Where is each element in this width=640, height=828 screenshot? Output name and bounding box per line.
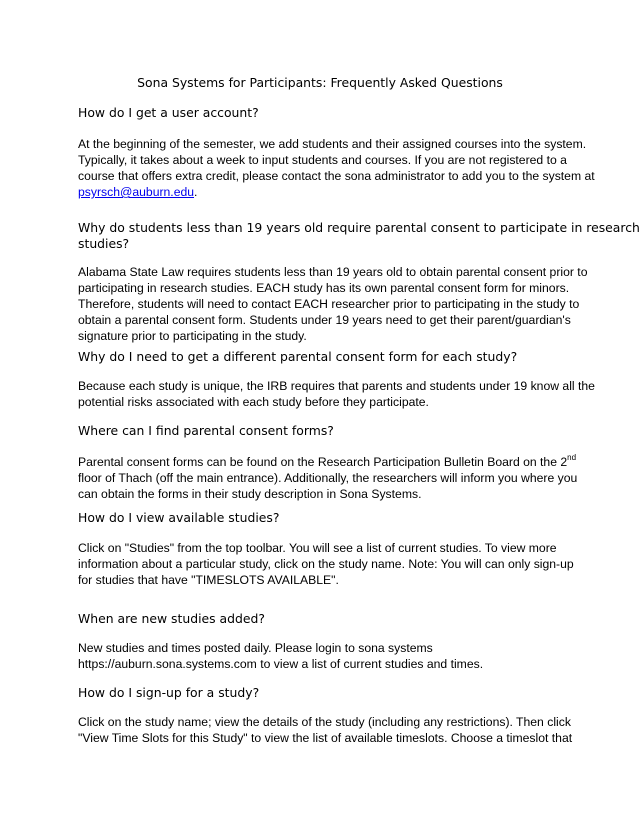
answer-line: participating in research studies. EACH study has its own parental consent form for minors. xyxy=(78,281,570,295)
answer-line: floor of Thach (off the main entrance). Additionally, the researchers will inform you where you xyxy=(78,471,578,485)
answer-line: for studies that have "TIMESLOTS AVAILABLE". xyxy=(78,573,339,587)
answer-line: information about a particular study, click on the study name. Note: You will can only sign-up xyxy=(78,557,574,571)
answer-line: can obtain the forms in their study description in Sona Systems. xyxy=(78,487,422,501)
answer-line: https://auburn.sona.systems.com to view a list of current studies and times. xyxy=(78,657,484,671)
answer-line: signature prior to participating in the study. xyxy=(78,329,307,343)
answer-line: obtain a parental consent form. Students under 19 years need to get their parent/guardian's xyxy=(78,313,571,327)
answer-parental-consent xyxy=(78,264,588,344)
answer-find-forms xyxy=(78,453,578,502)
answer-line: potential risks associated with each study before they participate. xyxy=(78,395,429,409)
answer-different-form xyxy=(78,378,595,410)
answer-line: Click on "Studies" from the top toolbar. You will see a list of current studies. To view more xyxy=(78,541,557,555)
answer-line: Typically, it takes about a week to input students and courses. If you are not registered to a xyxy=(78,153,567,167)
answer-line-text: Parental consent forms can be found on the Research Participation Bulletin Board on the 2 xyxy=(78,455,568,469)
answer-sign-up xyxy=(78,714,573,746)
answer-line: Alabama State Law requires students less than 19 years old to obtain parental consent prior to xyxy=(78,265,588,279)
answer-line: Because each study is unique, the IRB requires that parents and students under 19 know all the xyxy=(78,379,595,393)
email-period: . xyxy=(194,185,198,199)
document-title: Sona Systems for Participants: Frequently Asked Questions xyxy=(137,75,503,90)
ordinal-suffix: nd xyxy=(567,453,577,462)
admin-email-link[interactable]: psyrsch@auburn.edu xyxy=(78,185,195,199)
answer-user-account xyxy=(78,136,595,200)
answer-line: Click on the study name; view the details of the study (including any restrictions). Then click xyxy=(78,715,571,729)
answer-new-studies xyxy=(78,640,568,672)
question-line: studies? xyxy=(78,236,130,251)
question-sign-up: How do I sign-up for a study? xyxy=(78,685,260,700)
question-different-form: Why do I need to get a different parental consent form for each study? xyxy=(78,349,518,364)
question-view-studies: How do I view available studies? xyxy=(78,510,280,525)
answer-line: course that offers extra credit, please contact the sona administrator to add you to the system at xyxy=(78,169,595,183)
answer-view-studies xyxy=(78,540,574,588)
question-parental-consent xyxy=(78,220,640,252)
answer-line: New studies and times posted daily. Please login to sona systems xyxy=(78,641,433,655)
question-user-account: How do I get a user account? xyxy=(78,105,259,120)
answer-line xyxy=(78,453,577,470)
question-line: Why do students less than 19 years old require parental consent to participate in research xyxy=(78,220,640,235)
question-find-forms: Where can I find parental consent forms? xyxy=(78,423,334,438)
answer-line xyxy=(78,184,568,200)
answer-line: Therefore, students will need to contact EACH researcher prior to participating in the study to xyxy=(78,297,580,311)
answer-line: At the beginning of the semester, we add students and their assigned courses into the system. xyxy=(78,137,587,151)
answer-line: "View Time Slots for this Study" to view the list of available timeslots. Choose a timeslot that xyxy=(78,731,573,745)
question-new-studies: When are new studies added? xyxy=(78,611,265,626)
